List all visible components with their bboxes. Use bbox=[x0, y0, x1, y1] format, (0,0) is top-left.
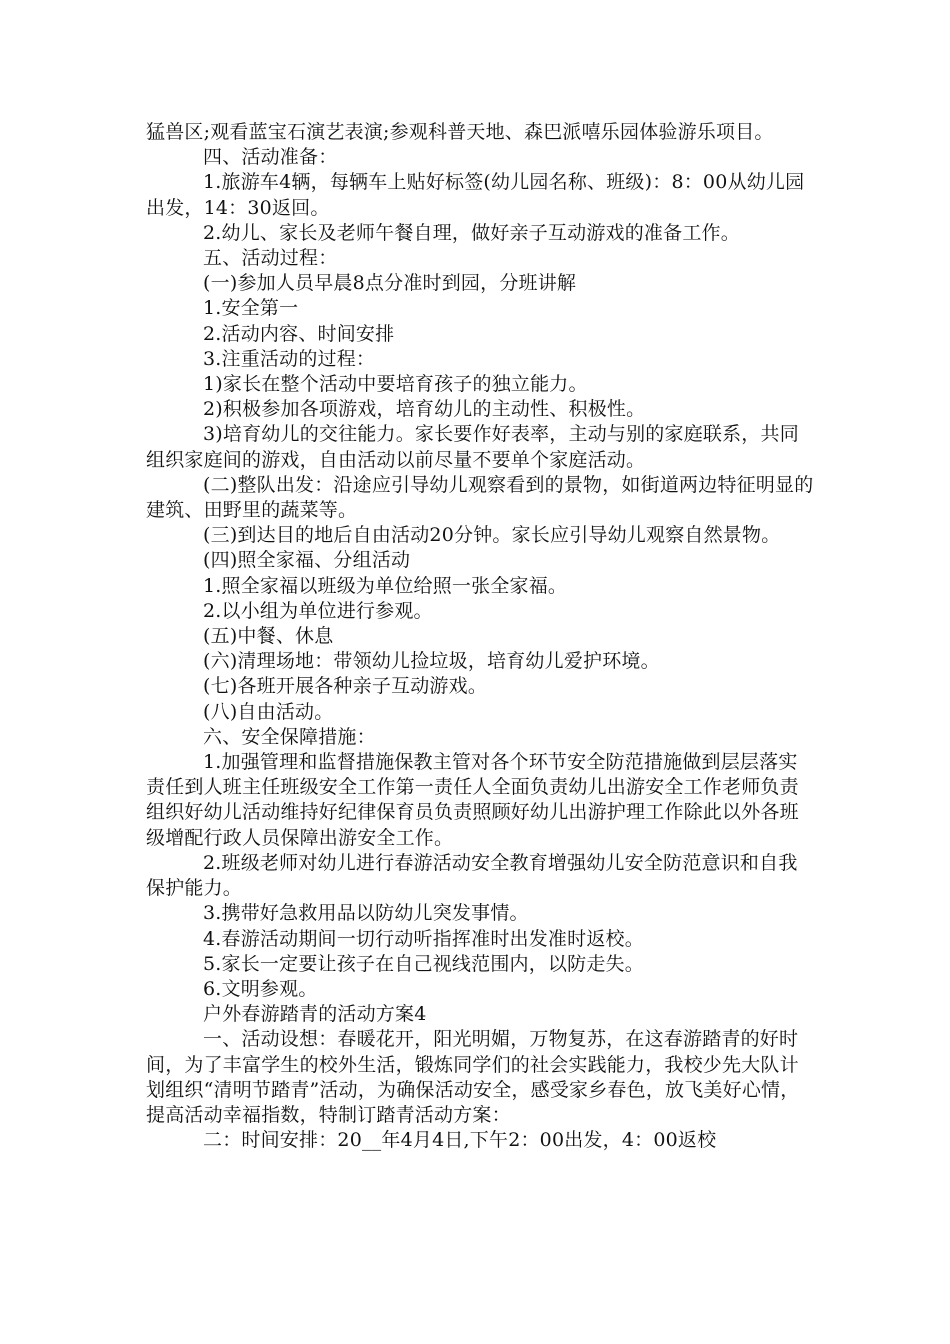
paragraph: 二：时间安排：20__年4月4日,下午2：00出发，4：00返校 bbox=[203, 1129, 717, 1152]
paragraph: 3)培育幼儿的交往能力。家长要作好表率，主动与别的家庭联系，共同组织家庭间的游戏，自由活动以前尽量不要单个家庭活动。 bbox=[146, 423, 799, 471]
section-heading: 六、安全保障措施： bbox=[203, 725, 376, 748]
paragraph: (三)到达目的地后自由活动20分钟。家长应引导幼儿观察自然景物。 bbox=[203, 524, 781, 547]
paragraph: 1.照全家福以班级为单位给照一张全家福。 bbox=[203, 574, 568, 597]
paragraph: 2.幼儿、家长及老师午餐自理，做好亲子互动游戏的准备工作。 bbox=[203, 221, 740, 244]
document-title: 户外春游踏青的活动方案4 bbox=[203, 1003, 427, 1026]
paragraph: 5.家长一定要让孩子在自己视线范围内，以防走失。 bbox=[203, 952, 644, 975]
paragraph: 1.旅游车4辆，每辆车上贴好标签(幼儿园名称、班级)：8：00从幼儿园出发，14：30返回。 bbox=[146, 171, 805, 219]
paragraph: (八)自由活动。 bbox=[203, 700, 334, 723]
paragraph: 3.注重活动的过程： bbox=[203, 347, 376, 370]
paragraph: 4.春游活动期间一切行动听指挥准时出发准时返校。 bbox=[203, 927, 644, 950]
paragraph: 一、活动设想：春暖花开，阳光明媚，万物复苏，在这春游踏青的好时间，为了丰富学生的校外生活，锻炼同学们的社会实践能力，我校少先大队计划组织“清明节踏青”活动，为确保活动安全，感受家乡春色，放飞美好心情，提高活动幸福指数，特制订踏青活动方案： bbox=[146, 1028, 800, 1126]
paragraph: (七)各班开展各种亲子互动游戏。 bbox=[203, 675, 488, 698]
section-heading: 五、活动过程： bbox=[203, 247, 338, 270]
paragraph: 1)家长在整个活动中要培育孩子的独立能力。 bbox=[203, 373, 588, 396]
paragraph: 1.加强管理和监督措施保教主管对各个环节安全防范措施做到层层落实责任到人班主任班级安全工作第一责任人全面负责幼儿出游安全工作老师负责组织好幼儿活动维持好纪律保育员负责照顾好幼儿出游护理工作除此以外各班级增配行政人员保障出游安全工作。 bbox=[146, 751, 799, 849]
paragraph: 1.安全第一 bbox=[203, 297, 299, 320]
paragraph: 2.活动内容、时间安排 bbox=[203, 322, 395, 345]
paragraph: (四)照全家福、分组活动 bbox=[203, 549, 411, 572]
paragraph: 2.班级老师对幼儿进行春游活动安全教育增强幼儿安全防范意识和自我保护能力。 bbox=[146, 851, 798, 900]
paragraph: (二)整队出发：沿途应引导幼儿观察看到的景物，如街道两边特征明显的建筑、田野里的蔬菜等。 bbox=[146, 473, 814, 522]
section-heading: 四、活动准备： bbox=[203, 146, 338, 169]
paragraph: (一)参加人员早晨8点分准时到园，分班讲解 bbox=[203, 272, 577, 295]
paragraph: (六)清理场地：带领幼儿捡垃圾，培育幼儿爱护环境。 bbox=[203, 650, 660, 673]
paragraph: (五)中餐、休息 bbox=[203, 625, 334, 648]
paragraph: 2.以小组为单位进行参观。 bbox=[203, 599, 433, 622]
paragraph: 6.文明参观。 bbox=[203, 977, 318, 1000]
paragraph: 2)积极参加各项游戏，培育幼儿的主动性、积极性。 bbox=[203, 398, 646, 421]
document-page bbox=[146, 120, 816, 1153]
paragraph: 3.携带好急救用品以防幼儿突发事情。 bbox=[203, 902, 529, 925]
paragraph: 猛兽区;观看蓝宝石演艺表演;参观科普天地、森巴派嘻乐园体验游乐项目。 bbox=[146, 121, 774, 143]
